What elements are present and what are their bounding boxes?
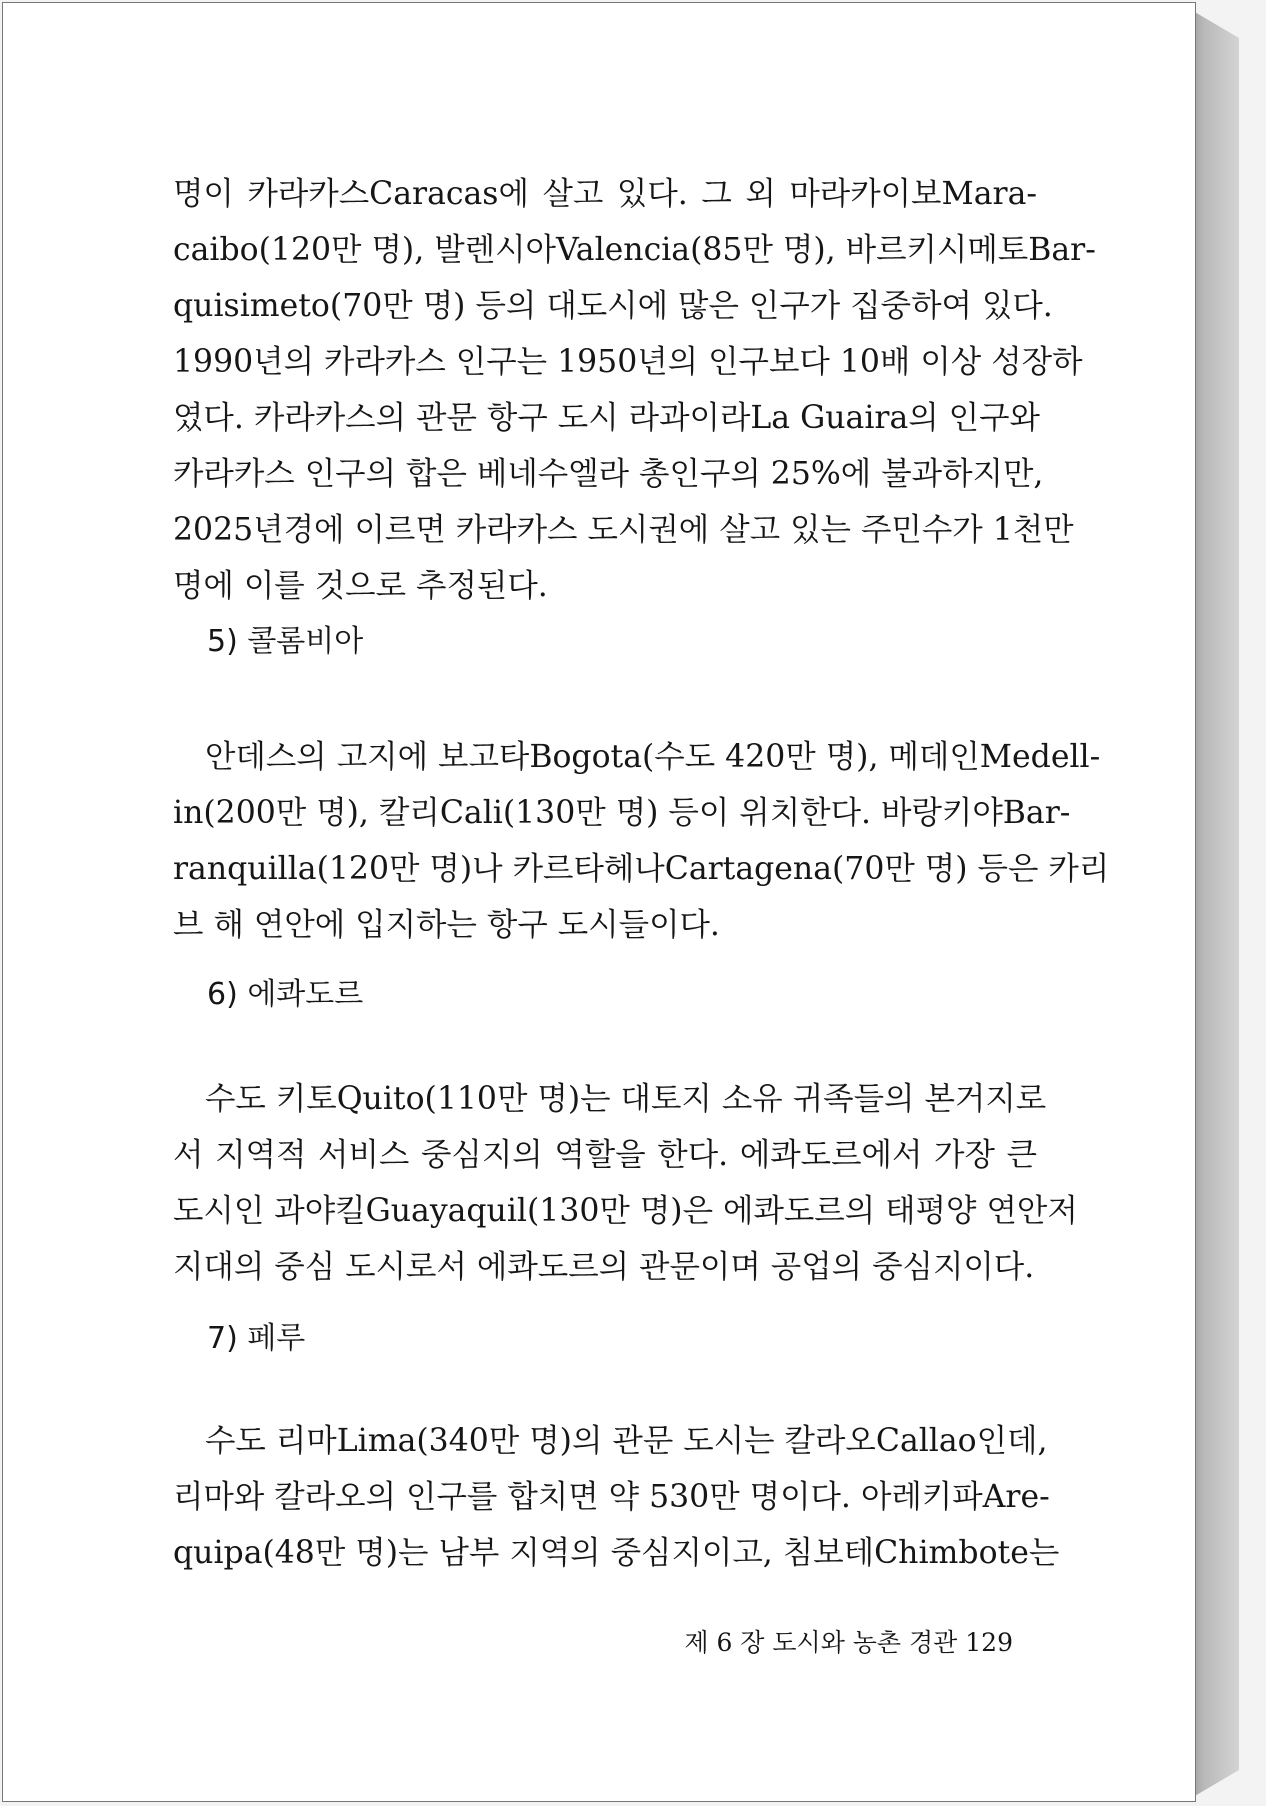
text-line: 명이 카라카스Caracas에 살고 있다. 그 외 마라카이보Mara-: [173, 176, 1037, 212]
text-line: 였다. 카라카스의 관문 항구 도시 라과이라La Guaira의 인구와: [173, 400, 1040, 436]
section-heading-ecuador: 6) 에콰도르: [207, 977, 364, 1012]
text-line: 1990년의 카라카스 인구는 1950년의 인구보다 10배 이상 성장하: [173, 344, 1083, 380]
text-line: 카라카스 인구의 합은 베네수엘라 총인구의 25%에 불과하지만,: [173, 456, 1044, 492]
paragraph-ecuador: [173, 1071, 1078, 1295]
section-heading-peru: 7) 페루: [207, 1321, 306, 1356]
book-page: [2, 2, 1196, 1802]
text-line: 수도 키토Quito(110만 명)는 대토지 소유 귀족들의 본거지로: [205, 1081, 1047, 1117]
page-footer: 제 6 장 도시와 농촌 경관 129: [684, 1628, 1013, 1657]
text-line: 도시인 과야킬Guayaquil(130만 명)은 에콰도르의 태평양 연안저: [173, 1193, 1078, 1229]
text-line: 2025년경에 이르면 카라카스 도시권에 살고 있는 주민수가 1천만: [173, 512, 1074, 548]
text-line: ranquilla(120만 명)나 카르타헤나Cartagena(70만 명) 등은 카리: [173, 851, 1110, 887]
paragraph-venezuela: [173, 166, 1096, 614]
text-line: 서 지역적 서비스 중심지의 역할을 한다. 에콰도르에서 가장 큰: [173, 1137, 1037, 1173]
paragraph-colombia: [173, 729, 1110, 953]
paragraph-peru: [173, 1413, 1060, 1581]
text-line: 리마와 칼라오의 인구를 합치면 약 530만 명이다. 아레키파Are-: [173, 1479, 1050, 1515]
text-line: 브 해 연안에 입지하는 항구 도시들이다.: [173, 907, 720, 943]
text-line: quisimeto(70만 명) 등의 대도시에 많은 인구가 집중하여 있다.: [173, 288, 1053, 324]
text-line: 지대의 중심 도시로서 에콰도르의 관문이며 공업의 중심지이다.: [173, 1249, 1035, 1285]
text-line: in(200만 명), 칼리Cali(130만 명) 등이 위치한다. 바랑키야Bar-: [173, 795, 1071, 831]
text-line: caibo(120만 명), 발렌시아Valencia(85만 명), 바르키시메토Bar-: [173, 232, 1096, 268]
text-line: 명에 이를 것으로 추정된다.: [173, 568, 548, 604]
text-line: 수도 리마Lima(340만 명)의 관문 도시는 칼라오Callao인데,: [205, 1423, 1048, 1459]
text-line: quipa(48만 명)는 남부 지역의 중심지이고, 침보테Chimbote는: [173, 1535, 1060, 1571]
text-line: 안데스의 고지에 보고타Bogota(수도 420만 명), 메데인Medell-: [205, 739, 1101, 775]
section-heading-colombia: 5) 콜롬비아: [207, 624, 364, 659]
